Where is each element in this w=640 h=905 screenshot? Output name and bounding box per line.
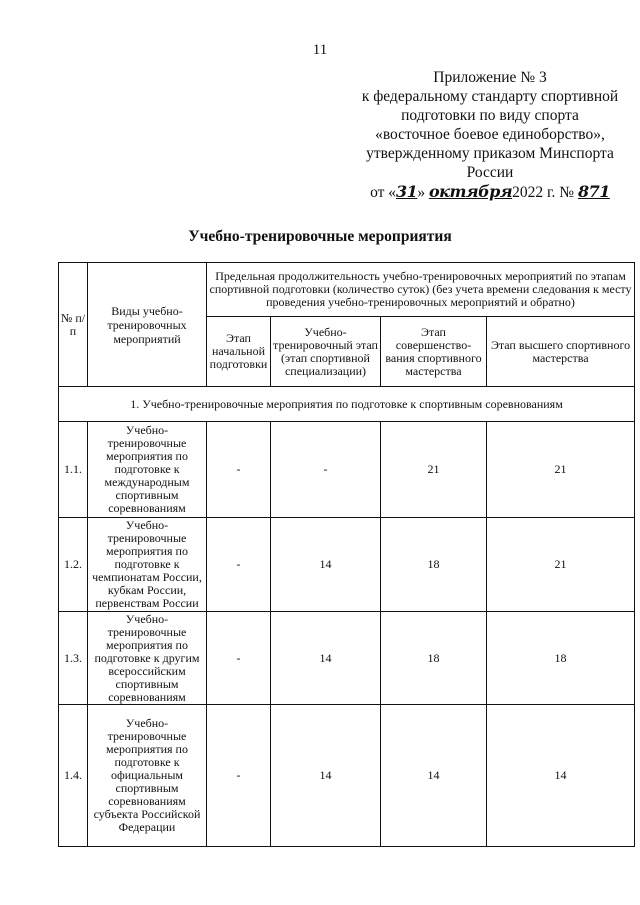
- date-year: 2022 г. №: [512, 184, 575, 201]
- row-kind: Учебно-тренировочные мероприятия по подготовке к официальным спортивным соревнованиям субъекта Российской Федерации: [88, 705, 207, 847]
- row-stage3-value: 18: [381, 518, 487, 612]
- header-kind: Виды учебно-тренировочных мероприятий: [88, 263, 207, 387]
- row-number: 1.1.: [59, 422, 88, 518]
- handwritten-day: 31: [396, 182, 418, 201]
- row-stage3-value: 21: [381, 422, 487, 518]
- row-stage2-value: -: [271, 422, 381, 518]
- row-kind: Учебно-тренировочные мероприятия по подготовке к чемпионатам России, кубкам России, первенствам России: [88, 518, 207, 612]
- header-num: № п/п: [59, 263, 88, 387]
- header-duration-group: Предельная продолжительность учебно-тренировочных мероприятий по этапам спортивной подготовки (количество суток) (без учета времени следования к месту проведения учебно-тренировочных мероприятий и обратно): [207, 263, 635, 317]
- section-title: 1. Учебно-тренировочные мероприятия по подготовке к спортивным соревнованиям: [59, 387, 635, 422]
- row-kind: Учебно-тренировочные мероприятия по подготовке к другим всероссийским спортивным соревнованиям: [88, 612, 207, 705]
- header-stage-improvement: Этап совершенство-вания спортивного мастерства: [381, 317, 487, 387]
- handwritten-month: октября: [428, 182, 513, 201]
- row-stage4-value: 14: [487, 705, 635, 847]
- training-events-table: [58, 262, 635, 847]
- table-header-row: [59, 263, 635, 317]
- header-stage-initial: Этап начальной подготовки: [207, 317, 271, 387]
- row-stage1-value: -: [207, 612, 271, 705]
- appendix-line: «восточное боевое единоборство»,: [375, 126, 605, 143]
- appendix-line: утвержденному приказом Минспорта: [366, 145, 614, 162]
- document-title: Учебно-тренировочные мероприятия: [188, 228, 452, 245]
- appendix-line: к федеральному стандарту спортивной: [361, 88, 619, 105]
- row-stage1-value: -: [207, 422, 271, 518]
- table-row: [59, 422, 635, 518]
- row-stage1-value: -: [207, 705, 271, 847]
- date-prefix: от «: [370, 184, 397, 201]
- page-number: 11: [312, 42, 328, 58]
- row-number: 1.4.: [59, 705, 88, 847]
- row-stage1-value: -: [207, 518, 271, 612]
- row-stage4-value: 18: [487, 612, 635, 705]
- row-number: 1.3.: [59, 612, 88, 705]
- row-stage2-value: 14: [271, 705, 381, 847]
- header-stage-training: Учебно-тренировочный этап (этап спортивной специализации): [271, 317, 381, 387]
- header-stage-highest: Этап высшего спортивного мастерства: [487, 317, 635, 387]
- row-stage3-value: 14: [381, 705, 487, 847]
- order-date-line: [340, 182, 640, 202]
- appendix-block: [340, 68, 640, 202]
- appendix-line: России: [466, 164, 514, 181]
- table-row: [59, 705, 635, 847]
- handwritten-order-number: 871: [577, 182, 610, 201]
- row-stage3-value: 18: [381, 612, 487, 705]
- date-mid: »: [417, 184, 426, 201]
- row-number: 1.2.: [59, 518, 88, 612]
- row-stage2-value: 14: [271, 518, 381, 612]
- row-stage4-value: 21: [487, 518, 635, 612]
- section-row: [59, 387, 635, 422]
- row-kind: Учебно-тренировочные мероприятия по подготовке к международным спортивным соревнованиям: [88, 422, 207, 518]
- row-stage4-value: 21: [487, 422, 635, 518]
- appendix-line: Приложение № 3: [433, 69, 547, 86]
- row-stage2-value: 14: [271, 612, 381, 705]
- appendix-line: подготовки по виду спорта: [401, 107, 579, 124]
- table-row: [59, 612, 635, 705]
- table-row: [59, 518, 635, 612]
